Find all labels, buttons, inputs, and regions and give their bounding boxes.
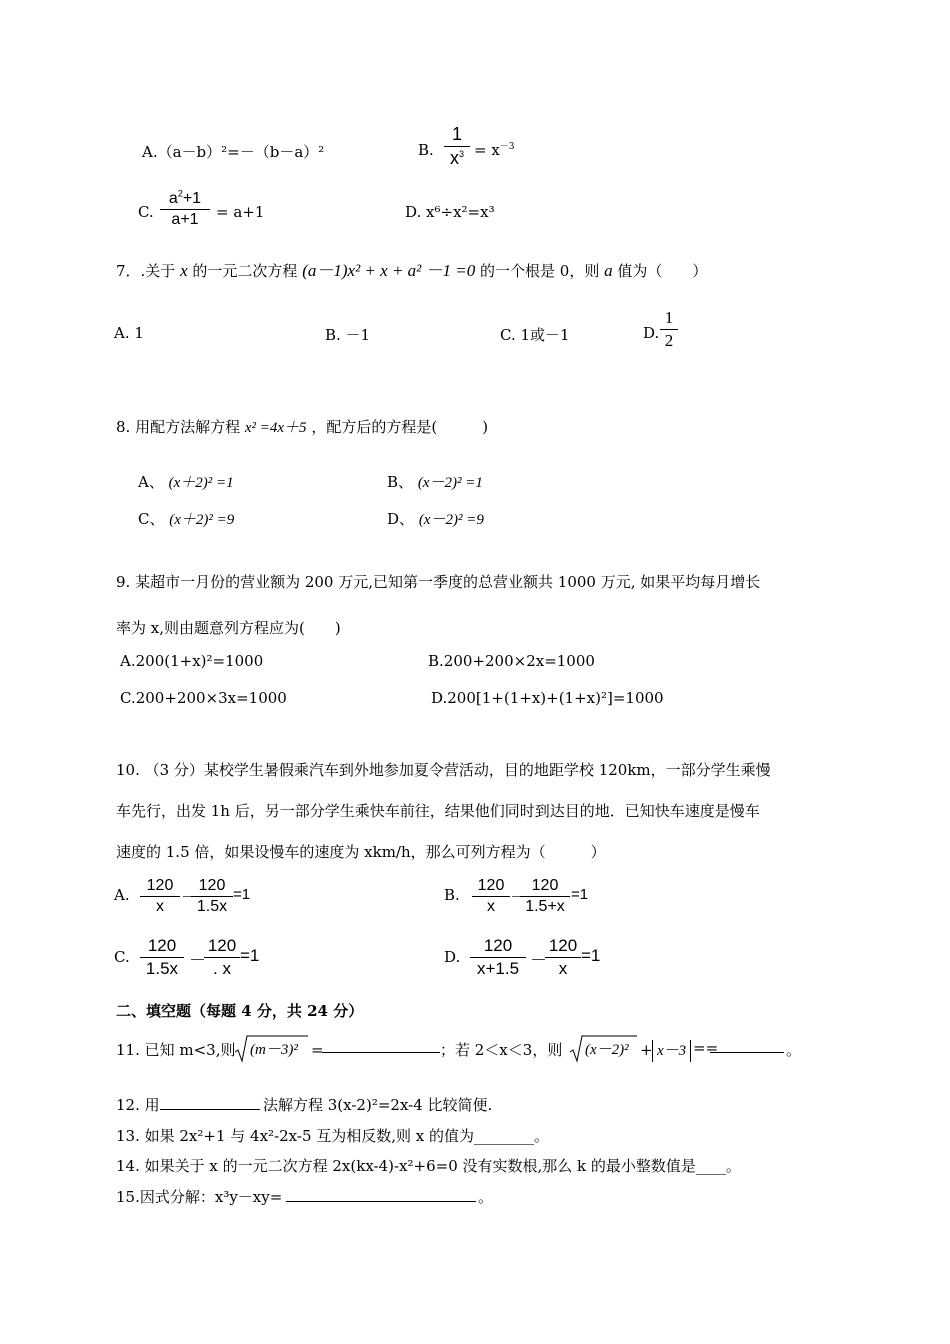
- fraction-numerator: 120: [548, 936, 578, 955]
- q9-option-a: A.200(1+x)²=1000: [120, 652, 264, 670]
- q7-option-b: B. －1: [325, 326, 371, 344]
- q10-stem-line3: 速度的 1.5 倍，如果设慢车的速度为 xkm/h，那么可列方程为（ ）: [116, 843, 606, 861]
- q10-stem-line2: 车先行，出发 1h 后，另一部分学生乘快车前往，结果他们同时到达目的地．已知快车速度是慢车: [116, 802, 760, 820]
- q6-option-a: A.（a－b）²=－（b－a）²: [142, 143, 325, 161]
- q10-option-a-rhs: =1: [233, 886, 251, 903]
- q12-prefix: 12. 用: [116, 1096, 160, 1114]
- q10-option-b-op: －: [510, 888, 526, 906]
- option-equation: (x－2)² =9: [418, 512, 484, 528]
- fraction-numerator: 1: [451, 124, 462, 144]
- fraction-bar: [660, 329, 678, 330]
- q11-prefix: 11. 已知 m<3,则: [116, 1041, 236, 1059]
- exponent: 2: [177, 188, 183, 199]
- fraction-bar: [470, 957, 526, 958]
- q11-equals-2: ==: [693, 1039, 719, 1057]
- fraction-denominator: x: [558, 958, 568, 978]
- q12-answer-blank[interactable]: [160, 1109, 260, 1110]
- q7-option-a: A. 1: [114, 324, 144, 342]
- q15-end: 。: [478, 1188, 494, 1206]
- q10-option-b-rhs: =1: [571, 886, 589, 903]
- option-label: C、: [138, 510, 165, 528]
- q8-option-c: [138, 508, 234, 529]
- q7-option-d-label: D.: [643, 324, 660, 342]
- q9-option-c: C.200+200×3x=1000: [120, 689, 287, 707]
- q7-prefix: 7．.关于: [116, 262, 176, 280]
- fraction-bar: [520, 896, 570, 897]
- fraction-numerator: 120: [147, 936, 177, 955]
- q10-option-d-fraction2: [545, 936, 581, 978]
- q10-option-a-label: A.: [114, 886, 130, 904]
- q10-option-b-fraction2: [520, 877, 570, 917]
- q7-var-a: a: [604, 261, 613, 280]
- fraction-bar: [191, 896, 233, 897]
- q11-plus: +: [640, 1041, 653, 1059]
- q9-option-d: D.200[1+(1+x)+(1+x)²]=1000: [431, 689, 664, 707]
- q8-stem: [116, 416, 488, 437]
- fraction-bar: [140, 957, 184, 958]
- exponent: 3: [458, 148, 464, 159]
- q7-suffix: 的一个根是 0，则: [480, 262, 600, 280]
- fraction-denominator: x: [449, 147, 459, 168]
- q8-prefix: 8. 用配方法解方程: [116, 418, 241, 436]
- fraction-denominator: 2: [664, 330, 674, 350]
- q7-option-d-fraction: [660, 308, 678, 350]
- q10-option-c-fraction2: [204, 936, 240, 978]
- q7-mid: 的一元二次方程: [192, 262, 298, 280]
- q11-absolute-value: x－3: [652, 1040, 691, 1062]
- q11-answer-blank-2[interactable]: [710, 1052, 784, 1053]
- fraction-denominator: . x: [213, 958, 231, 978]
- q7-equation: (a－1)x² + x + a² －1 =0: [302, 261, 476, 280]
- fraction-numerator: 120: [146, 877, 174, 894]
- fraction-bar: [160, 209, 210, 210]
- q10-option-a-fraction1: [140, 877, 180, 917]
- q10-option-b-label: B.: [444, 886, 460, 904]
- fraction-bar: [472, 896, 510, 897]
- radicand: (x－2)²: [585, 1042, 629, 1058]
- q8-option-b: [387, 471, 483, 492]
- q10-option-c-rhs: =1: [240, 946, 260, 965]
- fraction-numerator: 120: [477, 877, 505, 894]
- option-equation: (x＋2)² =1: [168, 475, 234, 491]
- option-label: D、: [387, 510, 415, 528]
- option-label: B、: [387, 473, 414, 491]
- option-equation: (x－2)² =1: [417, 475, 483, 491]
- rhs-text: = x: [474, 141, 500, 159]
- q10-option-d-label: D.: [444, 948, 461, 966]
- fraction-denominator: 1.5+x: [525, 898, 565, 916]
- exponent: －3: [499, 142, 515, 152]
- fraction-numerator: 120: [531, 877, 559, 894]
- fraction-denominator: x+1.5: [476, 958, 520, 978]
- q10-stem-line1: 10. （3 分）某校学生暑假乘汽车到外地参加夏令营活动，目的地距学校 120km，一部分学生乘慢: [116, 761, 771, 779]
- q6-option-b-fraction: [444, 124, 470, 168]
- q12-suffix: 法解方程 3(x-2)²=2x-4 比较简便.: [263, 1096, 493, 1114]
- fraction-numerator: a: [168, 190, 178, 207]
- q7-stem: [116, 256, 707, 281]
- fraction-bar: [204, 957, 240, 958]
- fraction-bar: [140, 896, 180, 897]
- q10-option-a-fraction2: [191, 877, 233, 917]
- option-equation: (x＋2)² =9: [169, 512, 235, 528]
- numerator-rest: +1: [182, 190, 202, 207]
- q13-text: 13. 如果 2x²+1 与 4x²-2x-5 互为相反数,则 x 的值为________。: [116, 1127, 550, 1145]
- q6-option-b-label: B.: [418, 141, 434, 159]
- q10-option-d-rhs: =1: [581, 946, 601, 965]
- fraction-denominator: 1.5x: [145, 958, 179, 978]
- q8-option-a: [138, 471, 234, 492]
- q11-answer-blank-1[interactable]: [322, 1052, 440, 1053]
- q8-suffix: ，配方后的方程是( ): [311, 418, 489, 436]
- q10-option-a-op: －: [181, 888, 197, 906]
- q9-stem-line2: 率为 x,则由题意列方程应为( ): [116, 619, 341, 637]
- fraction-bar: [545, 957, 581, 958]
- q14-text: 14. 如果关于 x 的一元二次方程 2x(kx-4)-x²+6=0 没有实数根,那么 k 的最小整数值是____。: [116, 1157, 741, 1175]
- q10-option-c-label: C.: [114, 948, 130, 966]
- q11-mid: ；若 2＜x＜3，则: [440, 1041, 563, 1059]
- q10-option-d-fraction1: [470, 936, 526, 978]
- q6-option-c-rhs: = a+1: [216, 203, 265, 221]
- q7-option-c: C. 1或－1: [500, 326, 570, 344]
- q9-option-b: B.200+200×2x=1000: [428, 652, 595, 670]
- fraction-numerator: 120: [207, 936, 237, 955]
- q9-stem-line1: 9. 某超市一月份的营业额为 200 万元,已知第一季度的总营业额共 1000 万元, 如果平均每月增长: [116, 573, 761, 591]
- option-label: A、: [138, 473, 164, 491]
- fraction-denominator: a+1: [171, 211, 199, 229]
- q6-option-c-fraction: [160, 190, 210, 230]
- fraction-numerator: 120: [483, 936, 513, 955]
- q6-option-c-label: C.: [138, 203, 154, 221]
- fraction-denominator: x: [156, 898, 164, 916]
- q7-end: 值为（ ）: [617, 262, 708, 280]
- fraction-bar: [444, 146, 470, 147]
- fraction-denominator: x: [487, 898, 495, 916]
- fraction-denominator: 1.5x: [196, 898, 228, 916]
- q11-end: 。: [786, 1041, 802, 1059]
- q7-var-x: x: [180, 261, 188, 280]
- fraction-numerator: 1: [664, 308, 674, 327]
- section-2-title: 二、填空题（每题 4 分，共 24 分）: [116, 1002, 364, 1020]
- fraction-numerator: 120: [198, 877, 226, 894]
- q6-option-d: D. x⁶÷x²=x³: [405, 203, 495, 221]
- q10-option-c-op: －: [189, 951, 206, 971]
- q11-equals-1: =: [311, 1041, 324, 1059]
- q15-answer-blank[interactable]: [286, 1201, 476, 1202]
- q10-option-d-op: －: [530, 951, 547, 971]
- q11-radical-1: [234, 1034, 308, 1064]
- q8-equation: x² =4x＋5: [244, 420, 307, 436]
- q6-option-b-rhs: [474, 141, 515, 159]
- q11-radical-2: [569, 1034, 637, 1064]
- radicand: (m－3)²: [250, 1042, 298, 1058]
- q15-prefix: 15.因式分解：x³y－xy=: [116, 1188, 283, 1206]
- q10-option-b-fraction1: [472, 877, 510, 917]
- q8-option-d: [387, 508, 484, 529]
- q10-option-c-fraction1: [140, 936, 184, 978]
